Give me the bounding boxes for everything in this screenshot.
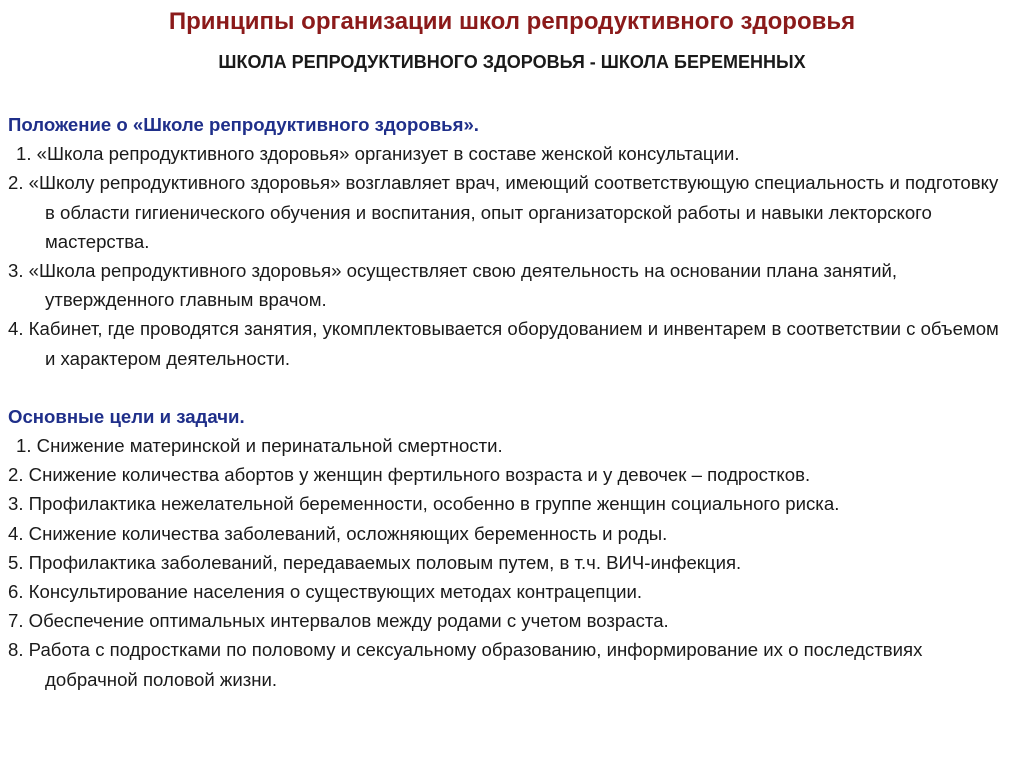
list-item: 6. Консультирование населения о существующих методах контрацепции. (8, 581, 643, 603)
slide-title: Принципы организации школ репродуктивного здоровья (168, 8, 856, 35)
slide-subtitle: ШКОЛА РЕПРОДУКТИВНОГО ЗДОРОВЬЯ - ШКОЛА БЕРЕМЕННЫХ (218, 52, 806, 72)
list-item: 8. Работа с подростками по половому и сексуальному образованию, информирование их о последствиях добрачной половой жизни. (8, 639, 923, 690)
section-heading-regulation: Положение о «Школе репродуктивного здоровья». (8, 114, 479, 135)
list-item: 7. Обеспечение оптимальных интервалов между родами с учетом возраста. (8, 610, 669, 632)
list-item: 3. «Школа репродуктивного здоровья» осуществляет свою деятельность на основании плана занятий, утвержденного главным врачом. (8, 260, 898, 311)
list-item: 1. Снижение материнской и перинатальной смертности. (16, 435, 503, 457)
list-item: 2. Снижение количества абортов у женщин фертильного возраста и у девочек – подростков. (8, 464, 811, 486)
list-item: 3. Профилактика нежелательной беременности, особенно в группе женщин социального риска. (8, 493, 840, 515)
section-spacer (8, 373, 1013, 402)
list-item: 1. «Школа репродуктивного здоровья» организует в составе женской консультации. (16, 143, 740, 165)
slide-content (8, 110, 1013, 694)
list-item: 5. Профилактика заболеваний, передаваемых половым путем, в т.ч. ВИЧ-инфекция. (8, 551, 742, 573)
list-item: 4. Кабинет, где проводятся занятия, укомплектовывается оборудованием и инвентарем в соответствии с объемом и характером деятельности. (8, 318, 999, 369)
list-item: 2. «Школу репродуктивного здоровья» возглавляет врач, имеющий соответствующую специальность и подготовку в области гигиенического обучения и воспитания, опыт организаторской работы и навыки лекторского мастерства. (8, 172, 999, 252)
list-item: 4. Снижение количества заболеваний, осложняющих беременность и роды. (8, 522, 668, 544)
section-heading-goals: Основные цели и задачи. (8, 405, 245, 427)
